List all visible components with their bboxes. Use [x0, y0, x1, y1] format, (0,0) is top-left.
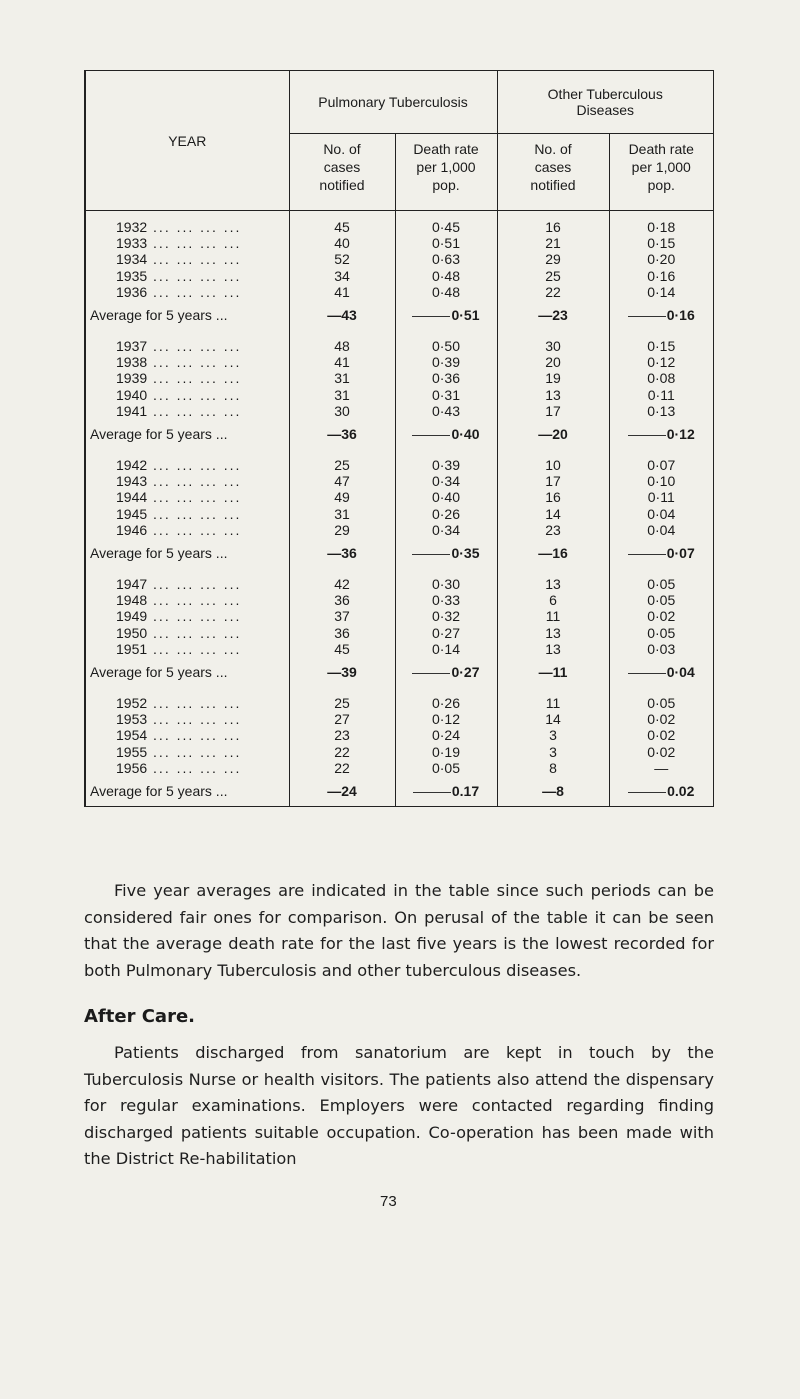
dash-leader	[412, 316, 450, 317]
year-cell	[86, 727, 289, 743]
dash-leader	[628, 554, 666, 555]
dash-leader	[413, 792, 451, 793]
year-value: 1949	[116, 608, 148, 625]
other-rate-cell: 0·10	[647, 473, 676, 490]
after-care-heading: After Care.	[84, 1006, 195, 1027]
dash-leader	[628, 673, 666, 674]
other-rate-cell: 0·20	[647, 251, 676, 268]
other-cases-cell: 20	[497, 354, 609, 370]
leader-dots: ... ... ... ...	[147, 251, 242, 268]
year-value: 1950	[116, 624, 148, 641]
other-rate-cell: 0·16	[647, 267, 676, 284]
pulmonary-rate-cell: 0·50	[395, 338, 497, 354]
year-value: 1953	[116, 711, 148, 728]
pulmonary-cases-cell: 31	[289, 387, 395, 403]
average-label: Average for 5 years ...	[86, 776, 289, 806]
year-cell	[86, 760, 289, 776]
pulmonary-cases-cell: 45	[289, 641, 395, 657]
table-row	[86, 489, 713, 505]
dash-leader	[628, 435, 666, 436]
table-row	[86, 284, 713, 300]
year-value: 1938	[116, 354, 148, 371]
pulmonary-cases-cell: 31	[289, 506, 395, 522]
dash-leader	[628, 792, 666, 793]
other-cases-cell: 6	[497, 592, 609, 608]
other-rate-cell: 0·04	[647, 521, 676, 538]
other-cases-cell: 13	[497, 625, 609, 641]
pulmonary-cases-cell: 37	[289, 608, 395, 624]
leader-dots: ... ... ... ...	[147, 521, 242, 538]
leader-dots: ... ... ... ...	[147, 576, 242, 593]
table-row	[86, 473, 713, 489]
pulmonary-cases-cell: 47	[289, 473, 395, 489]
leader-dots: ... ... ... ...	[147, 711, 242, 728]
other-rate-cell: 0·05	[647, 592, 676, 609]
year-cell	[86, 235, 289, 251]
table-row	[86, 641, 713, 657]
pulmonary-cases-cell: 49	[289, 489, 395, 505]
dash-leader	[412, 673, 450, 674]
year-value: 1937	[116, 338, 148, 355]
other-rate-cell: 0·05	[647, 576, 676, 593]
avg-pulmonary-cases: —24	[289, 776, 395, 806]
other-rate-cell: 0·11	[647, 489, 675, 506]
pulmonary-header: Pulmonary Tuberculosis	[289, 71, 497, 134]
other-rate-cell: 0·02	[647, 711, 676, 728]
other-cases-cell: 8	[497, 760, 609, 776]
pulmonary-cases-cell: 29	[289, 522, 395, 538]
other-cases-cell: 10	[497, 457, 609, 473]
other-rate-cell: 0·02	[647, 727, 676, 744]
average-row	[86, 776, 713, 806]
avg-other-rate	[609, 419, 713, 449]
avg-pulmonary-rate	[395, 300, 497, 330]
year-cell	[86, 370, 289, 386]
leader-dots: ... ... ... ...	[147, 473, 242, 490]
pulmonary-rate-cell: 0·51	[395, 235, 497, 251]
avg-rate-value: 0·27	[451, 664, 480, 681]
pulmonary-cases-cell: 25	[289, 695, 395, 711]
year-cell	[86, 251, 289, 267]
spacer-row	[86, 687, 713, 695]
year-value: 1933	[116, 235, 148, 252]
pulmonary-cases-cell: 36	[289, 592, 395, 608]
other-rate-cell: 0·03	[647, 640, 676, 657]
avg-pulmonary-cases: —43	[289, 300, 395, 330]
average-row	[86, 300, 713, 330]
pulmonary-rate-cell: 0·33	[395, 592, 497, 608]
year-cell	[86, 268, 289, 284]
pulmonary-rate-cell: 0·34	[395, 522, 497, 538]
pulmonary-cases-header: No. of cases notified	[289, 134, 395, 211]
year-value: 1955	[116, 743, 148, 760]
pulmonary-rate-header: Death rate per 1,000 pop.	[395, 134, 497, 211]
other-cases-cell: 30	[497, 338, 609, 354]
pulmonary-rate-cell: 0·40	[395, 489, 497, 505]
year-value: 1939	[116, 370, 148, 387]
year-cell	[86, 711, 289, 727]
dash-leader	[412, 435, 450, 436]
leader-dots: ... ... ... ...	[147, 695, 242, 712]
tuberculosis-table	[84, 70, 714, 807]
year-cell	[86, 489, 289, 505]
other-rate-cell: 0·02	[647, 743, 676, 760]
table-row	[86, 727, 713, 743]
pulmonary-rate-cell: 0·27	[395, 625, 497, 641]
year-value: 1932	[116, 219, 148, 235]
avg-pulmonary-rate	[395, 657, 497, 687]
other-rate-cell: 0·15	[647, 235, 676, 252]
other-cases-cell: 3	[497, 744, 609, 760]
pulmonary-rate-cell: 0·45	[395, 219, 497, 235]
other-cases-cell: 16	[497, 219, 609, 235]
other-cases-cell: 17	[497, 473, 609, 489]
pulmonary-rate-cell: 0·48	[395, 284, 497, 300]
leader-dots: ... ... ... ...	[147, 624, 242, 641]
spacer-row	[86, 449, 713, 457]
avg-other-cases: —16	[497, 538, 609, 568]
pulmonary-rate-cell: 0·05	[395, 760, 497, 776]
avg-rate-value: 0·51	[451, 307, 480, 324]
year-cell	[86, 457, 289, 473]
pulmonary-rate-cell: 0·26	[395, 506, 497, 522]
year-cell	[86, 403, 289, 419]
other-rate-cell: 0·18	[647, 219, 676, 235]
other-rate-cell: 0·04	[647, 505, 676, 522]
pulmonary-rate-cell: 0·43	[395, 403, 497, 419]
spacer-row	[86, 568, 713, 576]
year-cell	[86, 625, 289, 641]
table-row	[86, 235, 713, 251]
year-cell	[86, 284, 289, 300]
leader-dots: ... ... ... ...	[147, 338, 242, 355]
pulmonary-rate-cell: 0·26	[395, 695, 497, 711]
leader-dots: ... ... ... ...	[147, 759, 242, 776]
paragraph-after-care: Patients discharged from sanatorium are kept in touch by the Tuberculosis Nurse or health visitors. The patients also attend the dispensary for regular examinations. Employers were contacted regarding finding discharged patients suitable occupation. Co-operation has been made with the District Re-habilitation	[84, 1043, 714, 1168]
table-row	[86, 522, 713, 538]
average-row	[86, 538, 713, 568]
table-row	[86, 711, 713, 727]
other-rate-cell: 0·05	[647, 624, 676, 641]
avg-rate-value: 0.02	[667, 783, 695, 800]
average-row	[86, 657, 713, 687]
leader-dots: ... ... ... ...	[147, 743, 242, 760]
pulmonary-cases-cell: 22	[289, 760, 395, 776]
other-cases-cell: 29	[497, 251, 609, 267]
year-cell	[86, 641, 289, 657]
year-cell	[86, 387, 289, 403]
year-value: 1946	[116, 521, 148, 538]
year-header: YEAR	[86, 71, 289, 211]
pulmonary-rate-cell: 0·34	[395, 473, 497, 489]
table-row	[86, 457, 713, 473]
table-row	[86, 338, 713, 354]
other-cases-cell: 3	[497, 727, 609, 743]
other-cases-cell: 21	[497, 235, 609, 251]
avg-pulmonary-cases: —36	[289, 419, 395, 449]
average-label: Average for 5 years ...	[86, 657, 289, 687]
leader-dots: ... ... ... ...	[147, 592, 242, 609]
pulmonary-cases-cell: 45	[289, 219, 395, 235]
pulmonary-cases-cell: 40	[289, 235, 395, 251]
avg-rate-value: 0·07	[666, 545, 695, 562]
avg-rate-value: 0·04	[666, 664, 695, 681]
year-value: 1936	[116, 283, 148, 300]
pulmonary-cases-cell: 27	[289, 711, 395, 727]
page-number: 73	[380, 1193, 397, 1210]
avg-pulmonary-cases: —36	[289, 538, 395, 568]
year-cell	[86, 608, 289, 624]
year-value: 1943	[116, 473, 148, 490]
year-cell	[86, 744, 289, 760]
pulmonary-rate-cell: 0·31	[395, 387, 497, 403]
other-rate-cell: 0·15	[647, 338, 676, 355]
other-cases-cell: 13	[497, 387, 609, 403]
year-value: 1944	[116, 489, 148, 506]
year-cell	[86, 354, 289, 370]
avg-pulmonary-rate	[395, 419, 497, 449]
table-body	[86, 211, 713, 807]
avg-other-rate	[609, 538, 713, 568]
year-value: 1945	[116, 505, 148, 522]
pulmonary-rate-cell: 0·39	[395, 354, 497, 370]
dash-leader	[628, 316, 666, 317]
year-cell	[86, 219, 289, 235]
leader-dots: ... ... ... ...	[147, 505, 242, 522]
leader-dots: ... ... ... ...	[147, 354, 242, 371]
year-cell	[86, 576, 289, 592]
table-row	[86, 387, 713, 403]
table-row	[86, 506, 713, 522]
leader-dots: ... ... ... ...	[147, 402, 242, 419]
avg-rate-value: 0·16	[666, 307, 695, 324]
other-cases-cell: 11	[497, 608, 609, 624]
avg-other-rate	[609, 776, 713, 806]
year-cell	[86, 506, 289, 522]
other-cases-cell: 23	[497, 522, 609, 538]
other-rate-cell: 0·12	[647, 354, 676, 371]
pulmonary-rate-cell: 0·32	[395, 608, 497, 624]
year-value: 1947	[116, 576, 148, 593]
other-rate-cell: 0·11	[647, 386, 675, 403]
leader-dots: ... ... ... ...	[147, 608, 242, 625]
leader-dots: ... ... ... ...	[147, 370, 242, 387]
other-cases-cell: 14	[497, 506, 609, 522]
table-row	[86, 695, 713, 711]
leader-dots: ... ... ... ...	[147, 640, 242, 657]
pulmonary-cases-cell: 25	[289, 457, 395, 473]
avg-other-cases: —11	[497, 657, 609, 687]
other-cases-cell: 16	[497, 489, 609, 505]
table-row	[86, 744, 713, 760]
table-row	[86, 625, 713, 641]
other-rate-cell: 0·14	[647, 283, 676, 300]
leader-dots: ... ... ... ...	[147, 267, 242, 284]
table-row	[86, 576, 713, 592]
year-cell	[86, 522, 289, 538]
table-row	[86, 219, 713, 235]
year-value: 1956	[116, 759, 148, 776]
year-value: 1954	[116, 727, 148, 744]
pulmonary-cases-cell: 31	[289, 370, 395, 386]
other-header: Other Tuberculous Diseases	[497, 71, 713, 134]
other-cases-cell: 11	[497, 695, 609, 711]
avg-rate-value: 0.17	[451, 783, 480, 800]
year-value: 1935	[116, 267, 148, 284]
leader-dots: ... ... ... ...	[147, 235, 242, 252]
other-cases-cell: 22	[497, 284, 609, 300]
other-rate-cell: —	[654, 759, 669, 776]
pulmonary-cases-cell: 48	[289, 338, 395, 354]
table-row	[86, 760, 713, 776]
other-cases-header: No. of cases notified	[497, 134, 609, 211]
year-value: 1942	[116, 457, 148, 474]
year-cell	[86, 695, 289, 711]
table-row	[86, 251, 713, 267]
avg-other-rate	[609, 300, 713, 330]
spacer-row	[86, 211, 713, 220]
other-rate-cell: 0·07	[647, 457, 676, 474]
average-label: Average for 5 years ...	[86, 419, 289, 449]
pulmonary-cases-cell: 41	[289, 284, 395, 300]
pulmonary-rate-cell: 0·39	[395, 457, 497, 473]
year-value: 1948	[116, 592, 148, 609]
table-row	[86, 608, 713, 624]
other-cases-cell: 13	[497, 576, 609, 592]
other-rate-cell: 0·02	[647, 608, 676, 625]
avg-other-cases: —8	[497, 776, 609, 806]
pulmonary-cases-cell: 52	[289, 251, 395, 267]
other-cases-cell: 25	[497, 268, 609, 284]
pulmonary-rate-cell: 0·12	[395, 711, 497, 727]
year-value: 1934	[116, 251, 148, 268]
table-row	[86, 403, 713, 419]
pulmonary-rate-cell: 0·63	[395, 251, 497, 267]
spacer-row	[86, 330, 713, 338]
avg-rate-value: 0·35	[451, 545, 480, 562]
pulmonary-cases-cell: 34	[289, 268, 395, 284]
avg-other-cases: —20	[497, 419, 609, 449]
year-cell	[86, 338, 289, 354]
avg-rate-value: 0·12	[666, 426, 695, 443]
pulmonary-cases-cell: 41	[289, 354, 395, 370]
pulmonary-rate-cell: 0·48	[395, 268, 497, 284]
leader-dots: ... ... ... ...	[147, 727, 242, 744]
table-row	[86, 592, 713, 608]
avg-pulmonary-rate	[395, 538, 497, 568]
pulmonary-rate-cell: 0·19	[395, 744, 497, 760]
other-cases-cell: 19	[497, 370, 609, 386]
leader-dots: ... ... ... ...	[147, 219, 242, 235]
pulmonary-rate-cell: 0·14	[395, 641, 497, 657]
year-cell	[86, 473, 289, 489]
pulmonary-cases-cell: 23	[289, 727, 395, 743]
avg-other-cases: —23	[497, 300, 609, 330]
other-rate-cell: 0·08	[647, 370, 676, 387]
avg-rate-value: 0·40	[451, 426, 480, 443]
other-rate-cell: 0·05	[647, 695, 676, 712]
dash-leader	[412, 554, 450, 555]
year-value: 1940	[116, 386, 148, 403]
avg-pulmonary-rate	[395, 776, 497, 806]
other-cases-cell: 17	[497, 403, 609, 419]
pulmonary-rate-cell: 0·36	[395, 370, 497, 386]
leader-dots: ... ... ... ...	[147, 386, 242, 403]
table-row	[86, 354, 713, 370]
other-rate-cell: 0·13	[647, 402, 676, 419]
table-row	[86, 370, 713, 386]
paragraph-averages: Five year averages are indicated in the table since such periods can be considered fair ones for comparison. On perusal of the table it can be seen that the average death rate for the last five years is the lowest recorded for both Pulmonary Tuberculosis and other tuberculous diseases.	[84, 881, 714, 980]
other-cases-cell: 14	[497, 711, 609, 727]
average-row	[86, 419, 713, 449]
avg-pulmonary-cases: —39	[289, 657, 395, 687]
year-value: 1951	[116, 640, 148, 657]
average-label: Average for 5 years ...	[86, 300, 289, 330]
pulmonary-rate-cell: 0·30	[395, 576, 497, 592]
pulmonary-cases-cell: 42	[289, 576, 395, 592]
pulmonary-cases-cell: 36	[289, 625, 395, 641]
leader-dots: ... ... ... ...	[147, 489, 242, 506]
other-cases-cell: 13	[497, 641, 609, 657]
pulmonary-rate-cell: 0·24	[395, 727, 497, 743]
avg-other-rate	[609, 657, 713, 687]
other-rate-header: Death rate per 1,000 pop.	[609, 134, 713, 211]
pulmonary-cases-cell: 30	[289, 403, 395, 419]
leader-dots: ... ... ... ...	[147, 283, 242, 300]
average-label: Average for 5 years ...	[86, 538, 289, 568]
year-cell	[86, 592, 289, 608]
leader-dots: ... ... ... ...	[147, 457, 242, 474]
year-value: 1952	[116, 695, 148, 712]
pulmonary-cases-cell: 22	[289, 744, 395, 760]
year-value: 1941	[116, 402, 148, 419]
table-row	[86, 268, 713, 284]
stats-table	[86, 71, 713, 806]
